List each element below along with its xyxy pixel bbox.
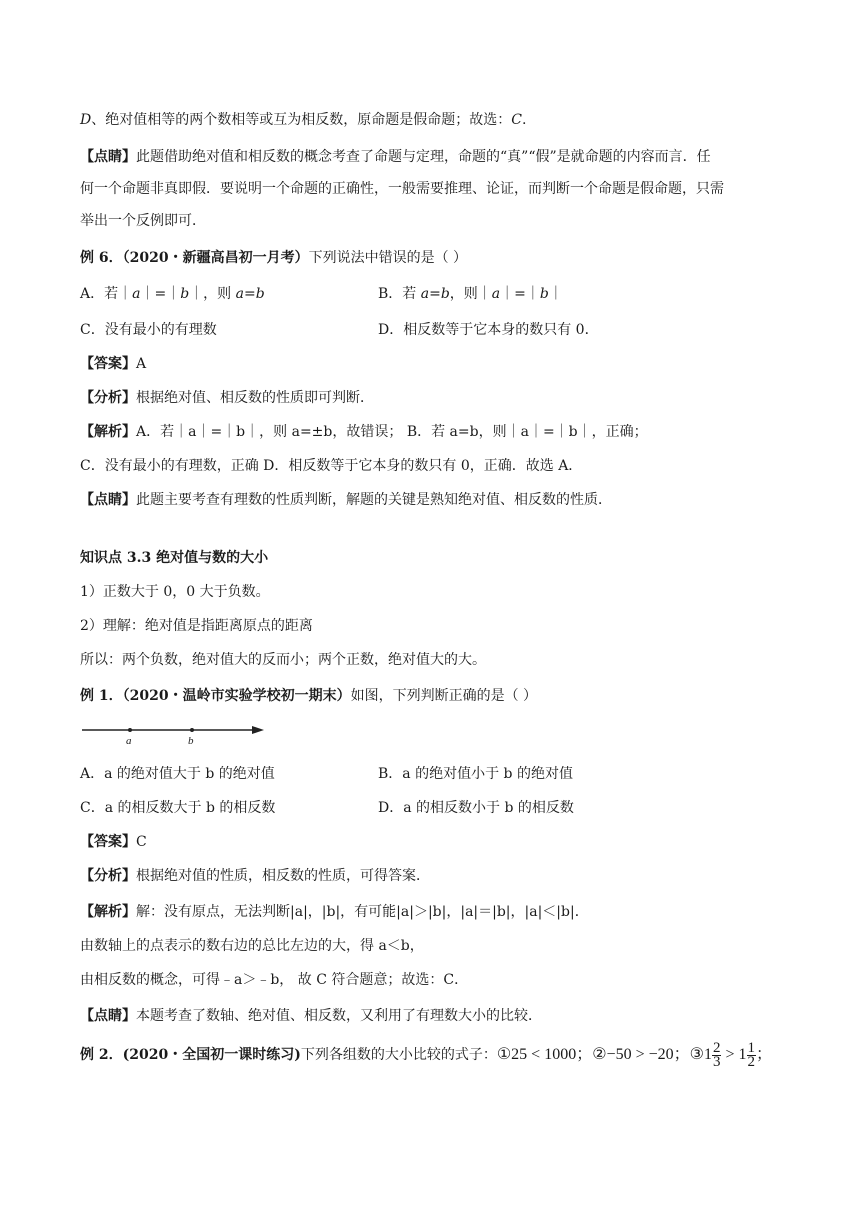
point-a-dot xyxy=(128,728,132,732)
solution-tag: 【解析】 xyxy=(80,904,136,920)
text: B．若 xyxy=(378,286,421,302)
text: ｜=｜ xyxy=(140,286,181,302)
example-1-source: 例 1．（2020・温岭市实验学校初一期末） xyxy=(80,688,351,704)
analysis-text: 根据绝对值的性质，相反数的性质，可得答案． xyxy=(136,868,430,884)
example-6-answer xyxy=(80,354,146,374)
var-a: a xyxy=(491,286,501,302)
fraction-one-half xyxy=(747,1039,757,1070)
section-item-3: 所以：两个负数，绝对值大的反而小；两个正数，绝对值大的大。 xyxy=(80,652,486,668)
option-label: D xyxy=(80,112,92,128)
numerator: 1 xyxy=(747,1039,755,1056)
denominator: 2 xyxy=(747,1053,755,1070)
dianjing-tag: 【点睛】 xyxy=(80,492,136,508)
text: ｜，则 xyxy=(189,286,236,302)
comparison-3 xyxy=(689,1039,773,1070)
example-1-solution-2: 由数轴上的点表示的数右边的总比左边的大，得 a＜b， xyxy=(80,938,424,954)
example-6-dianjing xyxy=(80,490,612,510)
comparison-1: ①25 < 1000； xyxy=(496,1046,593,1063)
example-6-analysis xyxy=(80,388,374,408)
example-6-solution-2: C．没有最小的有理数，正确 D．相反数等于它本身的数只有 0，正确．故选 A． xyxy=(80,458,583,474)
dianjing-line-1 xyxy=(80,147,711,167)
period: . xyxy=(521,112,527,128)
number-line-figure xyxy=(82,718,272,746)
semicolon: ； xyxy=(756,1046,773,1063)
section-item-2: 2）理解：绝对值是指距离原点的距离 xyxy=(80,618,313,634)
analysis-tag: 【分析】 xyxy=(80,390,136,406)
section-heading: 知识点 3.3 绝对值与数的大小 xyxy=(80,550,269,566)
analysis-text: 根据绝对值、相反数的性质即可判断． xyxy=(136,390,374,406)
point-b-label: b xyxy=(188,735,194,746)
example-6-solution-1 xyxy=(80,422,648,442)
dianjing-text: 此题借助绝对值和相反数的概念考查了命题与定理，命题的“真”“假”是就命题的内容而言．任 xyxy=(136,149,711,165)
comparison-operator: > 1 xyxy=(721,1046,747,1063)
example-2-question: 下列各组数的大小比较的式子： xyxy=(300,1047,497,1063)
dianjing-text: 本题考查了数轴、绝对值、相反数，又利用了有理数大小的比较． xyxy=(136,1008,542,1024)
example-1-answer xyxy=(80,832,147,852)
text: A．若｜ xyxy=(80,286,133,302)
text: ，则｜ xyxy=(449,286,492,302)
equation: a=b xyxy=(235,286,265,302)
var-b: b xyxy=(539,286,549,302)
arrow-head-icon xyxy=(252,726,264,734)
paragraph-text: 、绝对值相等的两个数相等或互为相反数，原命题是假命题；故选： xyxy=(91,112,512,128)
dianjing-tag: 【点睛】 xyxy=(80,1008,136,1024)
section-item-1: 1）正数大于 0，0 大于负数。 xyxy=(80,584,270,600)
example-1-heading xyxy=(80,686,537,706)
example-1-option-c: C．a 的相反数大于 b 的相反数 xyxy=(80,800,276,816)
answer-value: C xyxy=(136,834,147,850)
example-1-option-d: D．a 的相反数小于 b 的相反数 xyxy=(378,800,574,816)
example-1-dianjing xyxy=(80,1006,542,1026)
example-1-question: 如图，下列判断正确的是（ ） xyxy=(350,688,538,704)
example-6-option-b xyxy=(378,284,563,304)
numerator: 2 xyxy=(712,1039,721,1056)
answer-value: A xyxy=(136,356,147,372)
example-1-option-a: A．a 的绝对值大于 b 的绝对值 xyxy=(80,766,275,782)
var-a: a xyxy=(132,286,141,302)
denominator: 3 xyxy=(712,1053,721,1070)
example-1-analysis xyxy=(80,866,430,886)
whole-part: ③1 xyxy=(689,1046,712,1063)
example-6-option-a xyxy=(80,284,265,304)
choice-label: C xyxy=(511,112,522,128)
paragraph-d xyxy=(80,110,526,130)
point-b-dot xyxy=(190,728,194,732)
example-6-option-c: C．没有最小的有理数 xyxy=(80,322,217,338)
dianjing-line-3: 举出一个反例即可． xyxy=(80,213,206,229)
point-a-label: a xyxy=(126,735,132,746)
analysis-tag: 【分析】 xyxy=(80,868,136,884)
solution-text: 解：没有原点，无法判断|a|，|b|，有可能|a|＞|b|，|a|＝|b|，|a|＜|b|． xyxy=(136,904,589,920)
dianjing-line-2: 何一个命题非真即假．要说明一个命题的正确性，一般需要推理、论证，而判断一个命题是假命题，只需 xyxy=(80,181,724,197)
var-b: b xyxy=(180,286,190,302)
example-6-option-d: D．相反数等于它本身的数只有 0． xyxy=(378,322,599,338)
solution-tag: 【解析】 xyxy=(80,424,136,440)
example-1-solution-3: 由相反数的概念，可得﹣a＞﹣b， 故 C 符合题意；故选：C． xyxy=(80,972,469,988)
example-6-question: 下列说法中错误的是（ ） xyxy=(308,250,468,266)
dianjing-tag: 【点睛】 xyxy=(80,149,136,165)
example-2-heading xyxy=(80,1040,772,1070)
equation: a=b xyxy=(420,286,450,302)
comparison-2: ②−50 > −20； xyxy=(592,1046,690,1063)
example-1-option-b: B．a 的绝对值小于 b 的绝对值 xyxy=(378,766,573,782)
answer-tag: 【答案】 xyxy=(80,834,136,850)
example-1-solution-1 xyxy=(80,902,589,922)
section-title xyxy=(80,548,268,568)
example-6-source: 例 6．（2020・新疆高昌初一月考） xyxy=(80,250,309,266)
solution-text: A．若｜a｜=｜b｜，则 a=±b，故错误； B．若 a=b，则｜a｜=｜b｜，正确； xyxy=(136,424,648,440)
text: ｜ xyxy=(548,286,563,302)
dianjing-text: 此题主要考查有理数的性质判断，解题的关键是熟知绝对值、相反数的性质． xyxy=(136,492,612,508)
answer-tag: 【答案】 xyxy=(80,356,136,372)
text: ｜=｜ xyxy=(500,286,540,302)
example-2-source: 例 2．(2020・全国初一课时练习) xyxy=(80,1047,301,1063)
example-6-heading xyxy=(80,248,467,268)
